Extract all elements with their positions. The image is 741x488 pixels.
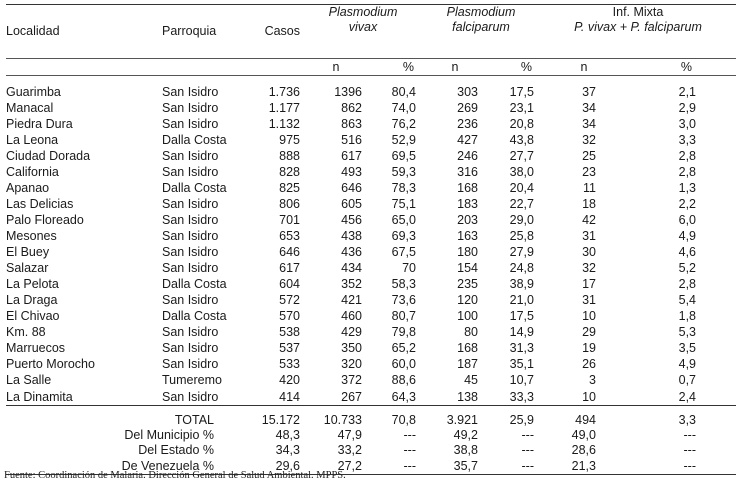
cell-pv-pct: 58,3 (391, 277, 416, 291)
cell-pf-pct: 29,0 (509, 213, 534, 227)
cell-parroquia: San Isidro (162, 261, 219, 275)
total-label: TOTAL (174, 413, 214, 427)
cell-pf-pct: 20,8 (509, 117, 534, 131)
cell-casos: 646 (279, 245, 300, 259)
cell-mix-pct: 3,5 (678, 341, 697, 355)
table-row (6, 132, 736, 148)
cell-pf-pct: 33,3 (488, 388, 540, 406)
cell-mix-pct: 5,2 (678, 261, 697, 275)
subheader-mix-n: n (540, 59, 628, 76)
cell-pv-n: 352 (341, 277, 362, 291)
header-pf-line2: falciparum (452, 20, 510, 34)
table-row (6, 308, 736, 324)
cell-pf-n: 235 (457, 277, 478, 291)
cell-pv-pct: 69,3 (391, 229, 416, 243)
cell-parroquia: Dalla Costa (162, 133, 227, 147)
cell-pf-pct: 35,1 (509, 357, 534, 371)
cell-pv-n: 516 (341, 133, 362, 147)
cell-mix-pct: 3,3 (678, 133, 697, 147)
total-pv-pct: --- (368, 458, 422, 475)
cell-pf-n: 246 (457, 149, 478, 163)
cell-pv-n: 605 (341, 197, 362, 211)
header-localidad: Localidad (6, 5, 124, 59)
header-pv-line1: Plasmodium (328, 5, 398, 19)
cell-mix-pct: 2,8 (678, 165, 697, 179)
cell-parroquia: Dalla Costa (162, 277, 227, 291)
cell-pf-pct: 25,8 (509, 229, 534, 243)
cell-localidad: Mesones (6, 229, 57, 243)
totals-row (6, 413, 736, 428)
cell-localidad: La Dinamita (6, 388, 124, 406)
table-row (6, 324, 736, 340)
table-row (6, 340, 736, 356)
cell-localidad: La Leona (6, 133, 59, 147)
total-pv-n: 10.733 (323, 413, 362, 427)
cell-pv-pct: 78,3 (391, 181, 416, 195)
cell-pf-n: 269 (457, 101, 478, 115)
cell-pf-pct: 17,5 (509, 309, 534, 323)
cell-mix-n: 30 (582, 245, 596, 259)
cell-pv-pct: 75,1 (391, 197, 416, 211)
cell-mix-n: 34 (582, 117, 596, 131)
total-casos: 48,3 (275, 428, 300, 442)
cell-mix-n: 42 (582, 213, 596, 227)
cell-mix-pct: 4,6 (678, 245, 697, 259)
cell-mix-n: 10 (582, 309, 596, 323)
cell-mix-n: 17 (582, 277, 596, 291)
cell-casos: 653 (279, 229, 300, 243)
cell-pv-n: 436 (341, 245, 362, 259)
cell-pv-n: 1396 (334, 85, 362, 99)
total-casos: 29,6 (224, 458, 304, 475)
cell-pf-pct: 14,9 (509, 325, 534, 339)
cell-mix-pct: 2,2 (678, 197, 697, 211)
cell-localidad: California (6, 165, 59, 179)
cell-parroquia: San Isidro (162, 341, 219, 355)
cell-mix-n: 18 (582, 197, 596, 211)
subheader-pf-n: n (422, 59, 488, 76)
subheader-pv-n: n (304, 59, 368, 76)
total-pf-n: 35,7 (422, 458, 488, 475)
cell-pv-pct: 65,2 (391, 341, 416, 355)
cell-pv-n: 493 (341, 165, 362, 179)
cell-casos: 420 (279, 373, 300, 387)
cell-casos: 888 (279, 149, 300, 163)
cell-pf-n: 183 (457, 197, 478, 211)
cell-parroquia: San Isidro (162, 85, 219, 99)
cell-pv-pct: 67,5 (391, 245, 416, 259)
table-row (6, 388, 736, 406)
cell-pf-pct: 21,0 (509, 293, 534, 307)
cell-parroquia: San Isidro (162, 229, 219, 243)
total-mix-n: 21,3 (540, 458, 628, 475)
cell-pf-pct: 24,8 (509, 261, 534, 275)
header-pf-line1: Plasmodium (446, 5, 516, 19)
cell-mix-n: 31 (582, 293, 596, 307)
cell-mix-n: 32 (582, 261, 596, 275)
cell-pv-pct: 60,0 (391, 357, 416, 371)
cell-localidad: La Pelota (6, 277, 59, 291)
header-plasmodium-vivax (304, 5, 422, 59)
header-mix-line1: Inf. Mixta (612, 5, 664, 19)
cell-casos: 617 (279, 261, 300, 275)
cell-parroquia: San Isidro (162, 293, 219, 307)
header-plasmodium-falciparum (422, 5, 540, 59)
header-casos: Casos (224, 5, 304, 59)
cell-parroquia: San Isidro (162, 101, 219, 115)
cell-mix-n: 10 (540, 388, 628, 406)
cell-pf-pct: 27,7 (509, 149, 534, 163)
cell-mix-pct: 5,4 (678, 293, 697, 307)
cell-casos: 701 (279, 213, 300, 227)
subheader-pf-pct: % (488, 59, 540, 76)
subheader-row (6, 59, 736, 76)
cell-pv-pct: 64,3 (368, 388, 422, 406)
cell-localidad: La Draga (6, 293, 58, 307)
table-row (6, 260, 736, 276)
cell-parroquia: San Isidro (162, 117, 219, 131)
cell-mix-n: 25 (582, 149, 596, 163)
cell-parroquia: San Isidro (162, 325, 219, 339)
cell-mix-pct: 1,8 (678, 309, 697, 323)
total-pv-n: 47,9 (337, 428, 362, 442)
cell-mix-pct: 2,9 (678, 101, 697, 115)
cell-localidad: El Buey (6, 245, 50, 259)
cell-pf-n: 427 (457, 133, 478, 147)
cell-localidad: Salazar (6, 261, 49, 275)
cell-parroquia: San Isidro (162, 245, 219, 259)
cell-casos: 533 (279, 357, 300, 371)
cell-pv-pct: 80,7 (391, 309, 416, 323)
table-row (6, 196, 736, 212)
cell-pv-pct: 69,5 (391, 149, 416, 163)
cell-localidad: El Chivao (6, 309, 60, 323)
table-row (6, 228, 736, 244)
total-mix-pct: --- (628, 458, 736, 475)
cell-pf-pct: 27,9 (509, 245, 534, 259)
cell-pv-pct: 76,2 (391, 117, 416, 131)
total-pf-n: 3.921 (446, 413, 478, 427)
cell-localidad: Piedra Dura (6, 117, 73, 131)
cell-parroquia: San Isidro (162, 357, 219, 371)
cell-mix-n: 31 (582, 229, 596, 243)
cell-pv-n: 863 (341, 117, 362, 131)
cell-pf-n: 203 (457, 213, 478, 227)
cell-pf-n: 168 (457, 181, 478, 195)
cell-localidad: Marruecos (6, 341, 66, 355)
table-row (6, 276, 736, 292)
table-row (6, 356, 736, 372)
cell-localidad: Ciudad Dorada (6, 149, 91, 163)
cell-pv-n: 429 (341, 325, 362, 339)
cell-casos: 1.132 (268, 117, 300, 131)
malaria-cases-table (6, 4, 736, 475)
cell-mix-pct: 3,0 (678, 117, 697, 131)
cell-pf-n: 154 (457, 261, 478, 275)
cell-mix-n: 19 (582, 341, 596, 355)
cell-mix-pct: 2,4 (628, 388, 736, 406)
total-mix-n: 28,6 (571, 443, 596, 457)
cell-pf-pct: 38,0 (509, 165, 534, 179)
cell-mix-n: 11 (583, 181, 596, 195)
cell-pf-pct: 23,1 (509, 101, 534, 115)
cell-pv-pct: 80,4 (391, 85, 416, 99)
cell-mix-pct: 1,3 (678, 181, 697, 195)
cell-parroquia: San Isidro (162, 165, 219, 179)
cell-pv-pct: 52,9 (391, 133, 416, 147)
cell-pf-pct: 31,3 (509, 341, 534, 355)
cell-pv-n: 320 (341, 357, 362, 371)
cell-localidad: Km. 88 (6, 325, 46, 339)
cell-parroquia: San Isidro (162, 213, 219, 227)
cell-localidad: Puerto Morocho (6, 357, 95, 371)
cell-pf-n: 120 (457, 293, 478, 307)
table-row (6, 164, 736, 180)
cell-mix-n: 32 (582, 133, 596, 147)
cell-pf-n: 236 (457, 117, 478, 131)
cell-pf-n: 168 (457, 341, 478, 355)
total-pv-pct: 70,8 (391, 413, 416, 427)
total-mix-pct: 3,3 (678, 413, 697, 427)
cell-pv-n: 617 (341, 149, 362, 163)
cell-parroquia: Dalla Costa (162, 309, 227, 323)
cell-pv-pct: 70 (402, 261, 416, 275)
header-mix-line2: P. vivax + P. falciparum (574, 20, 702, 34)
cell-pf-pct: 22,7 (509, 197, 534, 211)
cell-pv-n: 372 (341, 373, 362, 387)
total-pv-n: 33,2 (337, 443, 362, 457)
total-pv-pct: --- (403, 443, 416, 457)
cell-mix-pct: 0,7 (678, 373, 697, 387)
total-pf-n: 38,8 (453, 443, 478, 457)
cell-pv-pct: 73,6 (391, 293, 416, 307)
cell-pf-n: 80 (464, 325, 478, 339)
table-row (6, 116, 736, 132)
subheader-mix-pct: % (628, 59, 736, 76)
cell-localidad: Manacal (6, 101, 54, 115)
cell-mix-n: 29 (582, 325, 596, 339)
cell-casos: 570 (279, 309, 300, 323)
cell-pf-n: 180 (457, 245, 478, 259)
cell-localidad: La Salle (6, 373, 52, 387)
cell-localidad: Palo Floreado (6, 213, 84, 227)
cell-casos: 414 (224, 388, 304, 406)
total-pf-pct: --- (521, 443, 534, 457)
cell-casos: 825 (279, 181, 300, 195)
cell-pv-n: 438 (341, 229, 362, 243)
cell-pv-n: 456 (341, 213, 362, 227)
cell-casos: 572 (279, 293, 300, 307)
cell-pf-pct: 43,8 (509, 133, 534, 147)
cell-mix-pct: 4,9 (678, 357, 697, 371)
cell-mix-n: 3 (589, 373, 596, 387)
table-row (6, 212, 736, 228)
cell-parroquia: San Isidro (162, 149, 219, 163)
cell-pv-n: 646 (341, 181, 362, 195)
cell-localidad: Las Delicias (6, 197, 74, 211)
cell-mix-pct: 2,8 (678, 149, 697, 163)
cell-pf-pct: 17,5 (509, 85, 534, 99)
cell-casos: 537 (279, 341, 300, 355)
header-pv-line2: vivax (348, 20, 378, 34)
header-parroquia: Parroquia (124, 5, 224, 59)
cell-parroquia: Dalla Costa (162, 181, 227, 195)
cell-mix-n: 34 (582, 101, 596, 115)
totals-row (6, 428, 736, 443)
total-mix-n: 494 (575, 413, 596, 427)
cell-mix-pct: 2,1 (678, 85, 697, 99)
cell-mix-n: 37 (582, 85, 596, 99)
total-pf-pct: 25,9 (509, 413, 534, 427)
cell-pv-n: 267 (304, 388, 368, 406)
total-pf-pct: --- (521, 428, 534, 442)
source-note: Fuente: Coordinación de Malaria. Dirección General de Salud Ambiental. MPPS. (4, 470, 346, 481)
cell-localidad: Apanao (6, 181, 50, 195)
cell-pf-n: 100 (457, 309, 478, 323)
cell-casos: 1.736 (268, 85, 300, 99)
cell-parroquia: Tumeremo (162, 373, 222, 387)
totals-row (6, 443, 736, 458)
cell-pv-pct: 79,8 (391, 325, 416, 339)
cell-pv-n: 862 (341, 101, 362, 115)
total-casos: 34,3 (275, 443, 300, 457)
cell-pv-n: 350 (341, 341, 362, 355)
total-pv-n: 27,2 (304, 458, 368, 475)
cell-mix-pct: 4,9 (678, 229, 697, 243)
cell-pv-n: 460 (341, 309, 362, 323)
cell-pv-n: 421 (341, 293, 362, 307)
total-mix-pct: --- (683, 443, 697, 457)
cell-mix-pct: 6,0 (678, 213, 697, 227)
cell-parroquia: San Isidro (124, 388, 224, 406)
cell-mix-pct: 5,3 (678, 325, 697, 339)
table-row (6, 244, 736, 260)
total-label: Del Estado % (138, 443, 214, 457)
subheader-pv-pct: % (368, 59, 422, 76)
cell-casos: 975 (279, 133, 300, 147)
total-label: De Venezuela % (6, 458, 224, 475)
total-pv-pct: --- (403, 428, 416, 442)
cell-pf-n: 163 (457, 229, 478, 243)
cell-pv-n: 434 (341, 261, 362, 275)
cell-casos: 1.177 (268, 101, 300, 115)
table-row (6, 180, 736, 196)
table-row (6, 84, 736, 100)
cell-casos: 828 (279, 165, 300, 179)
total-casos: 15.172 (261, 413, 300, 427)
cell-localidad: Guarimba (6, 85, 61, 99)
header-row (6, 5, 736, 59)
cell-mix-n: 23 (582, 165, 596, 179)
cell-pf-pct: 10,7 (509, 373, 534, 387)
cell-pf-n: 187 (457, 357, 478, 371)
cell-parroquia: San Isidro (162, 197, 219, 211)
cell-pf-n: 303 (457, 85, 478, 99)
table-row (6, 100, 736, 116)
cell-pv-pct: 74,0 (391, 101, 416, 115)
cell-pf-n: 316 (457, 165, 478, 179)
table-row (6, 292, 736, 308)
cell-pf-pct: 38,9 (509, 277, 534, 291)
table-row (6, 148, 736, 164)
cell-pv-pct: 59,3 (391, 165, 416, 179)
cell-pv-pct: 65,0 (391, 213, 416, 227)
cell-pv-pct: 88,6 (391, 373, 416, 387)
cell-pf-n: 138 (422, 388, 488, 406)
cell-casos: 604 (279, 277, 300, 291)
cell-mix-pct: 2,8 (678, 277, 697, 291)
cell-pf-n: 45 (464, 373, 478, 387)
cell-casos: 538 (279, 325, 300, 339)
total-pf-pct: --- (488, 458, 540, 475)
table-row (6, 372, 736, 388)
total-mix-pct: --- (683, 428, 697, 442)
cell-mix-n: 26 (582, 357, 596, 371)
total-label: Del Municipio % (124, 428, 214, 442)
header-inf-mixta (540, 5, 736, 59)
total-pf-n: 49,2 (453, 428, 478, 442)
total-mix-n: 49,0 (571, 428, 596, 442)
cell-pf-pct: 20,4 (509, 181, 534, 195)
cell-casos: 806 (279, 197, 300, 211)
